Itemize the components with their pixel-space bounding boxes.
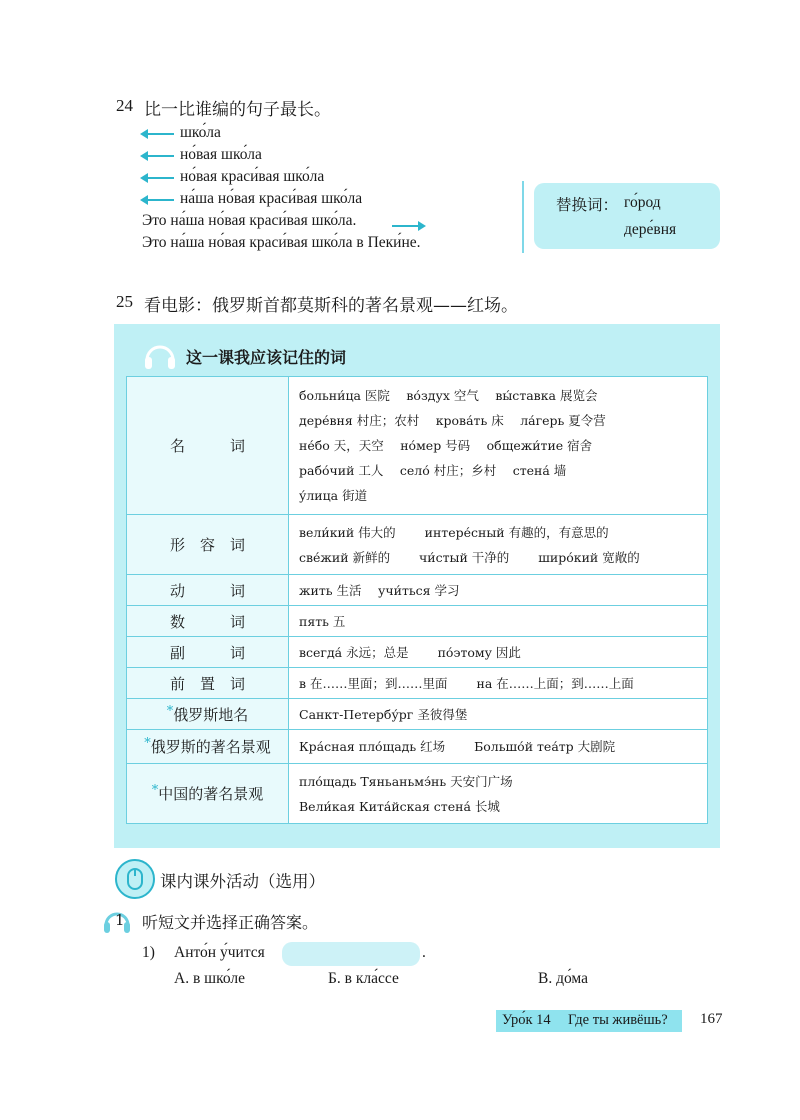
table-row (127, 637, 708, 668)
word-line: не́бо 天，天空 но́мер 号码 общежи́тие 宿舍 (299, 438, 593, 453)
option-a[interactable]: А. в шко́ле (174, 970, 245, 987)
category-chinese-landmarks (127, 764, 289, 824)
words-cell (289, 699, 708, 730)
option-c[interactable]: В. до́ма (538, 970, 589, 987)
words-cell (289, 668, 708, 699)
task-title: 听短文并选择正确答案。 (142, 913, 319, 932)
exercise-24-line-2: но́вая шко́ла (180, 146, 262, 163)
exercise-24-line-3: но́вая краси́вая шко́ла (180, 168, 325, 185)
exercise-24-line-4: на́ша но́вая краси́вая шко́ла (180, 190, 363, 207)
vocabulary-table (126, 376, 708, 824)
words-cell (289, 515, 708, 575)
arrow-right-icon (392, 220, 426, 232)
words-cell (289, 575, 708, 606)
category-russian-landmarks (127, 730, 289, 764)
table-row (127, 730, 708, 764)
category-numerals: 数 词 (127, 606, 289, 637)
word-line: жить 生活 учи́ться 学习 (299, 582, 460, 598)
answer-blank[interactable] (282, 942, 420, 966)
word-line: вели́кий 伟大的 интере́сный 有趣的，有意思的 (299, 524, 609, 540)
lesson-title: Где ты живёшь? (568, 1012, 668, 1028)
category-russian-places (127, 699, 289, 730)
words-cell (289, 764, 708, 824)
word-line: больни́ца 医院 во́здух 空气 вы́ставка 展览会 (299, 388, 598, 403)
category-nouns: 名 词 (127, 377, 289, 515)
exercise-24-line-5: Это на́ша но́вая краси́вая шко́ла. (142, 212, 357, 229)
table-row (127, 668, 708, 699)
word-line: Вели́кая Кита́йская стена́ 长城 (299, 798, 500, 814)
table-row (127, 575, 708, 606)
category-label: 俄罗斯地名 (173, 705, 249, 724)
category-verbs: 动 词 (127, 575, 289, 606)
arrow-left-icon (140, 194, 174, 206)
question-end: . (422, 944, 426, 961)
word-line: всегда́ 永远；总是 по́этому 因此 (299, 644, 521, 660)
words-cell (289, 377, 708, 515)
category-label: 俄罗斯的著名景观 (150, 738, 271, 756)
exercise-25-title: 看电影：俄罗斯首都莫斯科的著名景观——红场。 (144, 296, 518, 316)
page-number: 167 (700, 1011, 723, 1027)
word-line: све́жий 新鲜的 чи́стый 干净的 широ́кий 宽敞的 (299, 549, 640, 565)
words-cell (289, 730, 708, 764)
word-line: в 在……里面；到……里面 на 在……上面；到……上面 (299, 675, 634, 691)
substitution-label: 替换词： (556, 196, 619, 214)
question-number: 1) (142, 944, 155, 961)
substitution-word-2: дере́вня (624, 221, 677, 238)
vocabulary-title: 这一课我应该记住的词 (186, 348, 347, 367)
mouse-icon (114, 858, 156, 900)
exercise-24-title: 比一比谁编的句子最长。 (144, 100, 331, 120)
category-adverbs: 副 词 (127, 637, 289, 668)
substitution-word-1: го́род (624, 194, 661, 211)
exercise-24-number: 24 (116, 96, 133, 115)
arrow-left-icon (140, 172, 174, 184)
table-row (127, 377, 708, 515)
headphones-icon (142, 338, 178, 372)
word-line: у́лица 街道 (299, 488, 368, 503)
exercise-24-line-1: шко́ла (180, 124, 221, 141)
star-mark: * (151, 783, 159, 798)
task-number: 1 (115, 911, 125, 929)
substitution-box (534, 183, 720, 249)
exercise-25-number: 25 (116, 292, 133, 311)
word-line: Кра́сная пло́щадь 红场 Большо́й теа́тр 大剧院 (299, 739, 616, 754)
words-cell (289, 637, 708, 668)
table-row (127, 515, 708, 575)
word-line: пло́щадь Тяньаньмэ́нь 天安门广场 (299, 773, 513, 789)
category-label: 中国的著名景观 (158, 785, 264, 803)
word-line: рабо́чий 工人 село́ 村庄；乡村 стена́ 墙 (299, 463, 567, 478)
lesson-tag (496, 1010, 682, 1032)
vocabulary-panel (114, 324, 720, 848)
word-line: Санкт-Петербу́рг 圣彼得堡 (299, 706, 468, 722)
star-mark: * (166, 703, 174, 719)
arrow-left-icon (140, 128, 174, 140)
category-prepositions: 前 置 词 (127, 668, 289, 699)
word-line: пять 五 (299, 613, 346, 629)
question-stem: Анто́н у́чится (174, 944, 265, 961)
table-row (127, 699, 708, 730)
star-mark: * (144, 736, 151, 751)
words-cell (289, 606, 708, 637)
arrow-left-icon (140, 150, 174, 162)
activities-title: 课内课外活动（选用） (160, 872, 325, 891)
lesson-number: Уро́к 14 (502, 1012, 551, 1028)
divider-line (522, 181, 524, 253)
table-row (127, 764, 708, 824)
word-line: дере́вня 村庄；农村 крова́ть 床 ла́герь 夏令营 (299, 413, 606, 428)
exercise-24-line-6: Это на́ша но́вая краси́вая шко́ла в Пеки́не. (142, 234, 421, 251)
option-b[interactable]: Б. в кла́ссе (328, 970, 399, 987)
table-row (127, 606, 708, 637)
category-adjectives: 形 容 词 (127, 515, 289, 575)
